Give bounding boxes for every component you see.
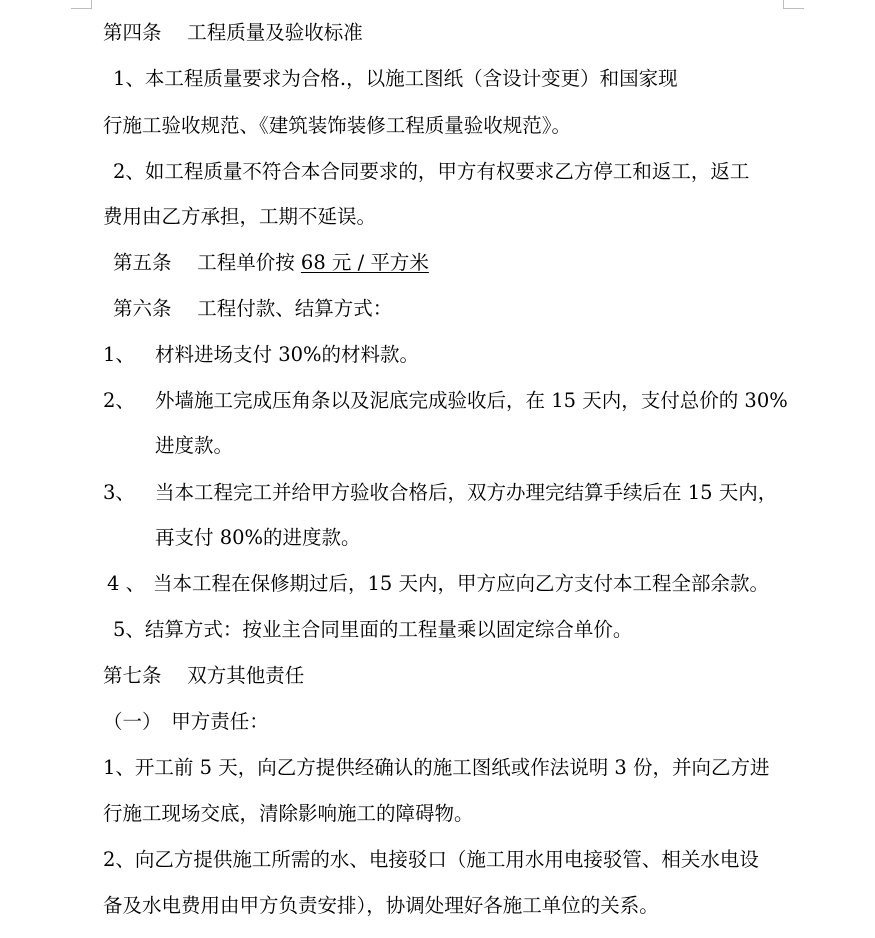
payment-item-1-number: 1、 bbox=[103, 343, 135, 366]
article-5-label: 第五条 工程单价按 bbox=[113, 251, 301, 274]
article-6-heading: 第六条 工程付款、结算方式： bbox=[113, 297, 393, 320]
page-corner-mark-right bbox=[783, 0, 804, 9]
article-7-paragraph-2-line-2: 备及水电费用由甲方负责安排），协调处理好各施工单位的关系。 bbox=[103, 894, 659, 917]
payment-item-3-text-line-1: 当本工程完工并给甲方验收合格后，双方办理完结算手续后在 15 天内， bbox=[155, 481, 778, 504]
article-4-paragraph-1-line-2: 行施工验收规范、《建筑装饰装修工程质量验收规范》。 bbox=[103, 114, 572, 137]
article-7-heading: 第七条 双方其他责任 bbox=[103, 664, 305, 687]
payment-item-5-text: 5、结算方式：按业主合同里面的工程量乘以固定综合单价。 bbox=[113, 618, 633, 641]
article-4-paragraph-2-line-1: 2、如工程质量不符合本合同要求的，甲方有权要求乙方停工和返工，返工 bbox=[113, 160, 750, 183]
payment-item-2-text-line-1: 外墙施工完成压角条以及泥底完成验收后，在 15 天内，支付总价的 30% bbox=[155, 389, 788, 412]
payment-item-2-text-line-2: 进度款。 bbox=[155, 434, 234, 457]
payment-item-4-number: 4 、 bbox=[107, 572, 146, 595]
article-7-paragraph-2-line-1: 2、向乙方提供施工所需的水、电接驳口（施工用水用电接驳管、相关水电设 bbox=[103, 848, 759, 871]
payment-item-1-text: 材料进场支付 30%的材料款。 bbox=[155, 343, 420, 366]
article-5-line bbox=[113, 251, 429, 275]
article-7-subheading: （一） 甲方责任： bbox=[103, 710, 269, 733]
article-4-paragraph-2-line-2: 费用由乙方承担，工期不延误。 bbox=[103, 205, 377, 228]
article-4-paragraph-1-line-1: 1、本工程质量要求为合格.，以施工图纸（含设计变更）和国家现 bbox=[113, 67, 678, 90]
article-7-paragraph-1-line-2: 行施工现场交底，清除影响施工的障碍物。 bbox=[103, 802, 474, 825]
payment-item-3-number: 3、 bbox=[103, 481, 135, 504]
payment-item-3-text-line-2: 再支付 80%的进度款。 bbox=[155, 526, 361, 549]
page-corner-mark-left bbox=[71, 0, 92, 9]
article-4-heading: 第四条 工程质量及验收标准 bbox=[103, 21, 363, 44]
unit-price: 68 元 / 平方米 bbox=[300, 251, 429, 274]
payment-item-2-number: 2、 bbox=[103, 389, 135, 412]
article-7-paragraph-1-line-1: 1、开工前 5 天，向乙方提供经确认的施工图纸或作法说明 3 份，并向乙方进 bbox=[103, 756, 770, 779]
payment-item-4-text: 当本工程在保修期过后，15 天内，甲方应向乙方支付本工程全部余款。 bbox=[153, 572, 770, 595]
